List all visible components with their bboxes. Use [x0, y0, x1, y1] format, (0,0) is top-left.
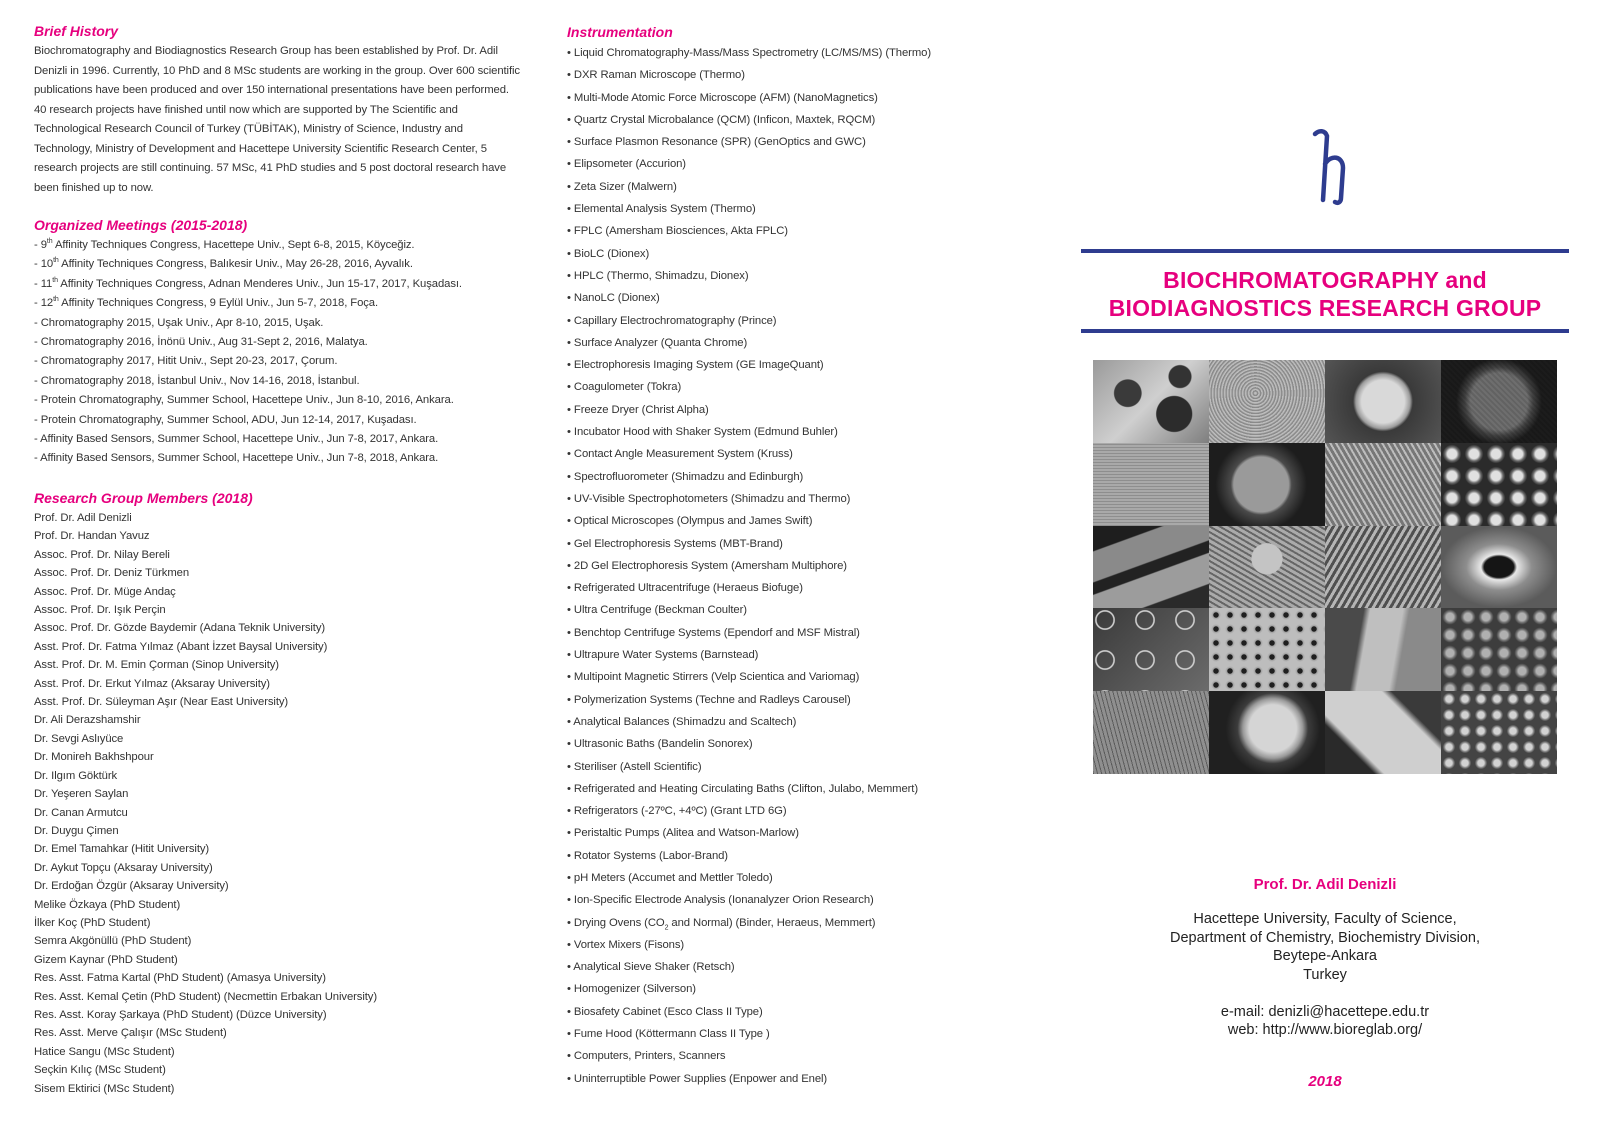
instrument-item — [567, 1001, 1017, 1023]
history-line: Technology, Ministry of Development and Hacettepe University Scientific Research Center, 5 — [34, 142, 487, 155]
instrument-item — [567, 577, 1017, 599]
instrument-item — [567, 443, 1017, 465]
sem-tile — [1441, 360, 1557, 443]
member-item: Asst. Prof. Dr. Fatma Yılmaz (Abant İzzet Baysal University) — [34, 640, 328, 653]
bullet-icon: • — [567, 938, 571, 951]
history-line: research projects are still continuing. 57 MSc, 41 PhD studies and 5 post doctoral research have — [34, 162, 507, 174]
instrument-text: Uninterruptible Power Supplies (Enpower and Enel) — [573, 1072, 828, 1085]
address-line: Turkey — [1303, 966, 1347, 983]
member-item: Dr. Aykut Topçu (Aksaray University) — [34, 861, 213, 874]
member-item: Res. Asst. Koray Şarkaya (PhD Student) (Düzce University) — [34, 1008, 327, 1021]
bullet-icon: • — [567, 515, 571, 528]
contact-name: Prof. Dr. Adil Denizli — [1253, 876, 1397, 893]
group-title-line-2: BIODIAGNOSTICS RESEARCH GROUP — [1108, 295, 1542, 321]
sem-tile — [1209, 360, 1325, 443]
instrument-item — [567, 912, 1017, 934]
instrument-item — [567, 778, 1017, 800]
brief-history-heading: Brief History — [34, 23, 119, 39]
instrument-item — [567, 689, 1017, 711]
group-title — [1081, 266, 1569, 322]
instrument-item — [567, 845, 1017, 867]
bullet-icon: • — [567, 760, 571, 773]
meeting-ordinal-number: 10 — [40, 258, 54, 271]
instrument-text: Analytical Balances (Shimadzu and Scaltech) — [573, 715, 797, 728]
instrument-item — [567, 800, 1017, 822]
meeting-item: - Affinity Based Sensors, Summer School, Hacettepe Univ., Jun 7-8, 2017, Ankara. — [34, 433, 439, 446]
instrument-item — [567, 87, 1017, 109]
instrument-item — [567, 287, 1017, 309]
instrument-text: Spectrofluorometer (Shimadzu and Edinburgh) — [573, 470, 804, 483]
bullet-icon: • — [567, 225, 571, 238]
bullet-icon: • — [567, 359, 571, 372]
instrument-subscript: 2 — [664, 923, 669, 931]
instrument-item — [567, 42, 1017, 64]
instrument-text: Refrigerators (-27ºC, +4ºC) (Grant LTD 6G) — [573, 805, 787, 818]
bullet-icon: • — [567, 537, 571, 550]
instrument-item — [567, 488, 1017, 510]
member-item: Assoc. Prof. Dr. Deniz Türkmen — [34, 567, 189, 580]
bullet-icon: • — [567, 849, 571, 862]
instrument-text: Multi-Mode Atomic Force Microscope (AFM) (NanoMagnetics) — [573, 91, 878, 104]
bullet-icon: • — [567, 381, 571, 394]
member-item: Gizem Kaynar (PhD Student) — [34, 953, 178, 966]
bullet-icon: • — [567, 1028, 571, 1041]
sem-tile — [1209, 608, 1325, 691]
instrument-text: Surface Analyzer (Quanta Chrome) — [573, 336, 748, 349]
bullet-icon: • — [567, 269, 571, 282]
member-item: Dr. Yeşeren Saylan — [34, 788, 129, 801]
instrument-item — [567, 666, 1017, 688]
address-line: Beytepe-Ankara — [1273, 948, 1377, 964]
bullet-icon: • — [567, 827, 571, 840]
instrument-text: Optical Microscopes (Olympus and James Swift) — [573, 515, 813, 528]
sem-tile — [1441, 691, 1557, 774]
bullet-icon: • — [567, 336, 571, 349]
meeting-ordinal-suffix: th — [53, 257, 59, 265]
bullet-icon: • — [567, 693, 571, 706]
bullet-icon: • — [567, 582, 571, 595]
member-item: Hatice Sangu (MSc Student) — [34, 1045, 175, 1058]
instrument-text: NanoLC (Dionex) — [573, 292, 660, 305]
meeting-ordinal-suffix: th — [46, 238, 53, 246]
instrument-text: Freeze Dryer (Christ Alpha) — [573, 403, 709, 416]
member-item: Prof. Dr. Adil Denizli — [34, 512, 132, 524]
meeting-ordinal-number: 11 — [40, 277, 53, 290]
meeting-item: - Protein Chromatography, Summer School, Hacettepe Univ., Jun 8-10, 2016, Ankara. — [34, 394, 454, 407]
instrument-text: Vortex Mixers (Fisons) — [573, 938, 685, 951]
member-item: Res. Asst. Kemal Çetin (PhD Student) (Necmettin Erbakan University) — [34, 990, 378, 1003]
instrument-item — [567, 934, 1017, 956]
bullet-icon: • — [567, 47, 571, 59]
instrument-item — [567, 533, 1017, 555]
bullet-icon: • — [567, 292, 571, 305]
meeting-item: - Chromatography 2017, Hitit Univ., Sept 20-23, 2017, Çorum. — [34, 355, 338, 368]
meeting-ordinal-suffix: th — [52, 277, 58, 285]
instrument-item — [567, 176, 1017, 198]
bullet-icon: • — [567, 448, 571, 461]
meeting-ordinal-suffix: th — [53, 296, 59, 304]
member-item: Dr. Monireh Bakhshpour — [34, 751, 154, 764]
instrument-text: Benchtop Centrifuge Systems (Ependorf and MSF Mistral) — [573, 626, 860, 639]
sem-tile — [1325, 526, 1441, 609]
bullet-icon: • — [567, 983, 571, 996]
instrument-text: Ultrasonic Baths (Bandelin Sonorex) — [573, 738, 753, 751]
instrument-text: BioLC (Dionex) — [573, 247, 650, 260]
instrument-item — [567, 711, 1017, 733]
instrument-item — [567, 310, 1017, 332]
member-item: Dr. Ilgım Göktürk — [34, 769, 118, 782]
contact-address — [1081, 910, 1569, 984]
instrument-text: Computers, Printers, Scanners — [573, 1050, 726, 1063]
instrument-item — [567, 332, 1017, 354]
meeting-item: - Affinity Based Sensors, Summer School, Hacettepe Univ., Jun 7-8, 2018, Ankara. — [34, 452, 439, 465]
sem-tile — [1441, 443, 1557, 526]
bullet-icon: • — [567, 871, 571, 884]
instrument-text: Refrigerated and Heating Circulating Baths (Clifton, Julabo, Memmert) — [573, 782, 918, 795]
instrument-item — [567, 1023, 1017, 1045]
meetings-list — [34, 236, 554, 469]
instrument-item — [567, 978, 1017, 1000]
bullet-icon: • — [567, 69, 571, 82]
instrument-text: Ion-Specific Electrode Analysis (Ionanalyzer Orion Research) — [573, 894, 874, 907]
member-item: Dr. Erdoğan Özgür (Aksaray University) — [34, 880, 229, 893]
sem-tile — [1209, 443, 1325, 526]
member-item: Assoc. Prof. Dr. Müge Andaç — [34, 585, 176, 598]
meeting-ordinal-number: 12 — [40, 297, 54, 310]
instrument-item — [567, 466, 1017, 488]
instrument-item — [567, 265, 1017, 287]
sem-tile — [1209, 691, 1325, 774]
member-item: Dr. Sevgi Aslıyüce — [34, 732, 124, 745]
hacettepe-h-logo-icon — [1305, 128, 1349, 208]
instrument-item — [567, 220, 1017, 242]
brochure-year: 2018 — [1308, 1073, 1342, 1090]
instrument-text: Zeta Sizer (Malwern) — [573, 180, 677, 193]
instrument-text: Incubator Hood with Shaker System (Edmund Buhler) — [573, 426, 838, 439]
instrument-item — [567, 376, 1017, 398]
member-item: Melike Özkaya (PhD Student) — [34, 898, 181, 911]
bullet-icon: • — [567, 782, 571, 795]
instrument-text: Surface Plasmon Resonance (SPR) (GenOptics and GWC) — [573, 136, 866, 149]
contact-website[interactable]: web: http://www.bioreglab.org/ — [1227, 1022, 1423, 1038]
member-item: Prof. Dr. Handan Yavuz — [34, 530, 150, 543]
bullet-icon: • — [567, 715, 571, 728]
bullet-icon: • — [567, 158, 571, 171]
member-item: Assoc. Prof. Dr. Nilay Bereli — [34, 548, 170, 561]
sem-tile — [1093, 443, 1209, 526]
meeting-text: Affinity Techniques Congress, Adnan Menderes Univ., Jun 15-17, 2017, Kuşadası. — [57, 277, 462, 290]
member-item: İlker Koç (PhD Student) — [34, 916, 151, 929]
meetings-heading: Organized Meetings (2015-2018) — [34, 217, 248, 233]
instrument-item — [567, 1045, 1017, 1067]
instrument-text: Quartz Crystal Microbalance (QCM) (Inficon, Maxtek, RQCM) — [573, 113, 876, 126]
meeting-text: Affinity Techniques Congress, Hacettepe Univ., Sept 6-8, 2015, Köyceğiz. — [52, 239, 415, 251]
instrument-text: Rotator Systems (Labor-Brand) — [573, 849, 728, 862]
instrument-text: UV-Visible Spectrophotometers (Shimadzu and Thermo) — [573, 492, 851, 505]
meeting-item: - Protein Chromatography, Summer School, ADU, Jun 12-14, 2017, Kuşadası. — [34, 413, 417, 426]
sem-tile — [1209, 526, 1325, 609]
bullet-icon: • — [567, 961, 571, 974]
members-heading: Research Group Members (2018) — [34, 490, 253, 506]
meeting-text: Chromatography 2018, İstanbul Univ., Nov 14-16, 2018, İstanbul. — [40, 374, 360, 387]
instrument-text: FPLC (Amersham Biosciences, Akta FPLC) — [573, 225, 788, 238]
member-item: Dr. Duygu Çimen — [34, 824, 119, 837]
instrument-text: Polymerization Systems (Techne and Radleys Carousel) — [573, 693, 851, 706]
instrument-item — [567, 109, 1017, 131]
instrument-text: Refrigerated Ultracentrifuge (Heraeus Biofuge) — [573, 582, 803, 595]
group-title-line-1: BIOCHROMATOGRAPHY and — [1163, 267, 1487, 293]
history-line: 40 research projects have finished until now which are supported by The Scientific and — [34, 103, 458, 116]
member-item: Asst. Prof. Dr. Süleyman Aşır (Near East University) — [34, 696, 289, 709]
member-item: Assoc. Prof. Dr. Gözde Baydemir (Adana Teknik University) — [34, 622, 326, 635]
instrument-text: Ultra Centrifuge (Beckman Coulter) — [573, 604, 747, 617]
instrument-item — [567, 622, 1017, 644]
instrument-text: Elemental Analysis System (Thermo) — [573, 203, 756, 216]
sem-tile — [1093, 360, 1209, 443]
instrument-text: Capillary Electrochromatography (Prince) — [573, 314, 777, 327]
bullet-icon: • — [567, 916, 571, 929]
bullet-icon: • — [567, 805, 571, 818]
instrument-item — [567, 399, 1017, 421]
history-line: Denizli in 1996. Currently, 10 PhD and 8 MSc students are working in the group. Over 600 scientific — [34, 64, 520, 77]
instrument-text: DXR Raman Microscope (Thermo) — [573, 69, 745, 82]
member-item: Asst. Prof. Dr. Erkut Yılmaz (Aksaray University) — [34, 677, 270, 690]
bullet-icon: • — [567, 492, 571, 505]
instrument-text: Liquid Chromatography-Mass/Mass Spectrometry (LC/MS/MS) (Thermo) — [573, 47, 931, 59]
bullet-icon: • — [567, 314, 571, 327]
instrument-text: Analytical Sieve Shaker (Retsch) — [573, 961, 735, 974]
instrument-text: pH Meters (Accumet and Mettler Toledo) — [573, 871, 773, 884]
meeting-item: - 11th Affinity Techniques Congress, Adnan Menderes Univ., Jun 15-17, 2017, Kuşadası. — [34, 277, 462, 290]
instrument-text: Homogenizer (Silverson) — [573, 983, 696, 996]
contact-email[interactable]: e-mail: denizli@hacettepe.edu.tr — [1220, 1004, 1430, 1020]
contact-links — [1081, 1003, 1569, 1039]
instrument-item — [567, 510, 1017, 532]
members-list — [34, 509, 554, 1098]
member-item: Dr. Emel Tamahkar (Hitit University) — [34, 843, 210, 856]
member-item: Semra Akgönüllü (PhD Student) — [34, 935, 192, 948]
bullet-icon: • — [567, 203, 571, 216]
bullet-icon: • — [567, 604, 571, 617]
meeting-item: - 12th Affinity Techniques Congress, 9 Eylül Univ., Jun 5-7, 2018, Foça. — [34, 296, 379, 310]
bullet-icon: • — [567, 113, 571, 126]
instrument-item — [567, 956, 1017, 978]
meeting-item: - Chromatography 2018, İstanbul Univ., Nov 14-16, 2018, İstanbul. — [34, 374, 360, 387]
meeting-item: - Chromatography 2015, Uşak Univ., Apr 8-10, 2015, Uşak. — [34, 316, 324, 329]
meeting-text: Affinity Techniques Congress, Balıkesir Univ., May 26-28, 2016, Ayvalık. — [58, 258, 413, 271]
instrumentation-list — [567, 42, 1017, 1090]
instrument-text: 2D Gel Electrophoresis System (Amersham Multiphore) — [573, 559, 847, 572]
instrument-text: Fume Hood (Köttermann Class II Type ) — [573, 1028, 770, 1041]
bullet-icon: • — [567, 180, 571, 193]
title-rule-bottom — [1081, 329, 1569, 333]
sem-tile — [1093, 608, 1209, 691]
instrument-text: Contact Angle Measurement System (Kruss) — [573, 448, 793, 461]
meeting-text: Protein Chromatography, Summer School, ADU, Jun 12-14, 2017, Kuşadası. — [40, 413, 417, 426]
meeting-ordinal-number: 9 — [40, 239, 47, 251]
bullet-icon: • — [567, 470, 571, 483]
bullet-icon: • — [567, 1072, 571, 1085]
instrument-item — [567, 867, 1017, 889]
meeting-text: Affinity Based Sensors, Summer School, Hacettepe Univ., Jun 7-8, 2017, Ankara. — [40, 433, 439, 446]
member-item: Res. Asst. Merve Çalışır (MSc Student) — [34, 1027, 227, 1040]
address-line: Hacettepe University, Faculty of Science, — [1193, 911, 1457, 927]
instrument-text: Electrophoresis Imaging System (GE ImageQuant) — [573, 359, 824, 372]
bullet-icon: • — [567, 671, 571, 684]
history-line: publications have been produced and over 150 international presentations have been performed. — [34, 84, 509, 96]
instrument-item — [567, 822, 1017, 844]
instrument-item — [567, 153, 1017, 175]
brief-history-text — [34, 42, 554, 198]
bullet-icon: • — [567, 403, 571, 416]
sem-tile — [1441, 526, 1557, 609]
instrument-text: Steriliser (Astell Scientific) — [573, 760, 702, 773]
member-item: Sisem Ektirici (MSc Student) — [34, 1082, 175, 1095]
instrument-item — [567, 733, 1017, 755]
instrument-text: Gel Electrophoresis Systems (MBT-Brand) — [573, 537, 783, 550]
instrument-item — [567, 131, 1017, 153]
instrument-item — [567, 599, 1017, 621]
instrument-text: and Normal) (Binder, Heraeus, Memmert) — [668, 916, 876, 929]
sem-tile — [1325, 360, 1441, 443]
sem-micrograph-collage-icon — [1093, 360, 1557, 774]
member-item: Seçkin Kılıç (MSc Student) — [34, 1064, 166, 1077]
bullet-icon: • — [567, 649, 571, 662]
member-item: Assoc. Prof. Dr. Işık Perçin — [34, 604, 166, 617]
instrumentation-heading: Instrumentation — [567, 24, 673, 40]
bullet-icon: • — [567, 426, 571, 439]
instrument-item — [567, 354, 1017, 376]
instrument-item — [567, 198, 1017, 220]
meeting-item: - Chromatography 2016, İnönü Univ., Aug 31-Sept 2, 2016, Malatya. — [34, 336, 368, 349]
instrument-text: Coagulometer (Tokra) — [573, 381, 682, 394]
title-rule-top — [1081, 249, 1569, 253]
bullet-icon: • — [567, 247, 571, 260]
bullet-icon: • — [567, 894, 571, 907]
meeting-text: Affinity Techniques Congress, 9 Eylül Univ., Jun 5-7, 2018, Foça. — [58, 297, 379, 310]
meeting-text: Chromatography 2016, İnönü Univ., Aug 31-Sept 2, 2016, Malatya. — [40, 336, 368, 349]
sem-tile — [1325, 443, 1441, 526]
meeting-item: - 9th Affinity Techniques Congress, Hacettepe Univ., Sept 6-8, 2015, Köyceğiz. — [34, 238, 415, 251]
instrument-text: Ultrapure Water Systems (Barnstead) — [573, 649, 759, 662]
instrument-item — [567, 64, 1017, 86]
sem-tile — [1093, 526, 1209, 609]
instrument-text: Biosafety Cabinet (Esco Class II Type) — [573, 1005, 763, 1018]
meeting-text: Chromatography 2015, Uşak Univ., Apr 8-10, 2015, Uşak. — [40, 316, 324, 329]
member-item: Asst. Prof. Dr. M. Emin Çorman (Sinop University) — [34, 659, 279, 672]
instrument-item — [567, 1068, 1017, 1090]
member-item: Res. Asst. Fatma Kartal (PhD Student) (Amasya University) — [34, 972, 326, 985]
sem-tile — [1093, 691, 1209, 774]
history-line: been finished up to now. — [34, 181, 154, 194]
instrument-item — [567, 243, 1017, 265]
instrument-text: Elipsometer (Accurion) — [573, 158, 686, 171]
bullet-icon: • — [567, 136, 571, 149]
sem-tile — [1325, 608, 1441, 691]
instrument-item — [567, 756, 1017, 778]
instrument-item — [567, 555, 1017, 577]
sem-tile — [1441, 608, 1557, 691]
meeting-item: - 10th Affinity Techniques Congress, Balıkesir Univ., May 26-28, 2016, Ayvalık. — [34, 257, 413, 271]
meeting-text: Chromatography 2017, Hitit Univ., Sept 20-23, 2017, Çorum. — [40, 355, 338, 368]
bullet-icon: • — [567, 738, 571, 751]
meeting-text: Affinity Based Sensors, Summer School, Hacettepe Univ., Jun 7-8, 2018, Ankara. — [40, 452, 439, 465]
history-line: Technological Research Council of Turkey (TÜBİTAK), Ministry of Science, Industry and — [34, 123, 463, 135]
instrument-text: HPLC (Thermo, Shimadzu, Dionex) — [573, 269, 749, 282]
meeting-text: Protein Chromatography, Summer School, Hacettepe Univ., Jun 8-10, 2016, Ankara. — [40, 394, 454, 407]
bullet-icon: • — [567, 559, 571, 572]
instrument-item — [567, 421, 1017, 443]
instrument-text: Multipoint Magnetic Stirrers (Velp Scientica and Variomag) — [573, 671, 860, 684]
bullet-icon: • — [567, 626, 571, 639]
member-item: Dr. Canan Armutcu — [34, 806, 128, 819]
bullet-icon: • — [567, 91, 571, 104]
member-item: Dr. Ali Derazshamshir — [34, 714, 141, 727]
instrument-text: Peristaltic Pumps (Alitea and Watson-Marlow) — [573, 827, 799, 840]
bullet-icon: • — [567, 1005, 571, 1018]
bullet-icon: • — [567, 1050, 571, 1063]
history-line: Biochromatography and Biodiagnostics Research Group has been established by Prof. Dr. Adil — [34, 45, 498, 57]
address-line: Department of Chemistry, Biochemistry Division, — [1170, 929, 1480, 946]
instrument-item — [567, 644, 1017, 666]
sem-tile — [1325, 691, 1441, 774]
instrument-text: Drying Ovens (CO — [573, 916, 665, 929]
instrument-item — [567, 889, 1017, 911]
